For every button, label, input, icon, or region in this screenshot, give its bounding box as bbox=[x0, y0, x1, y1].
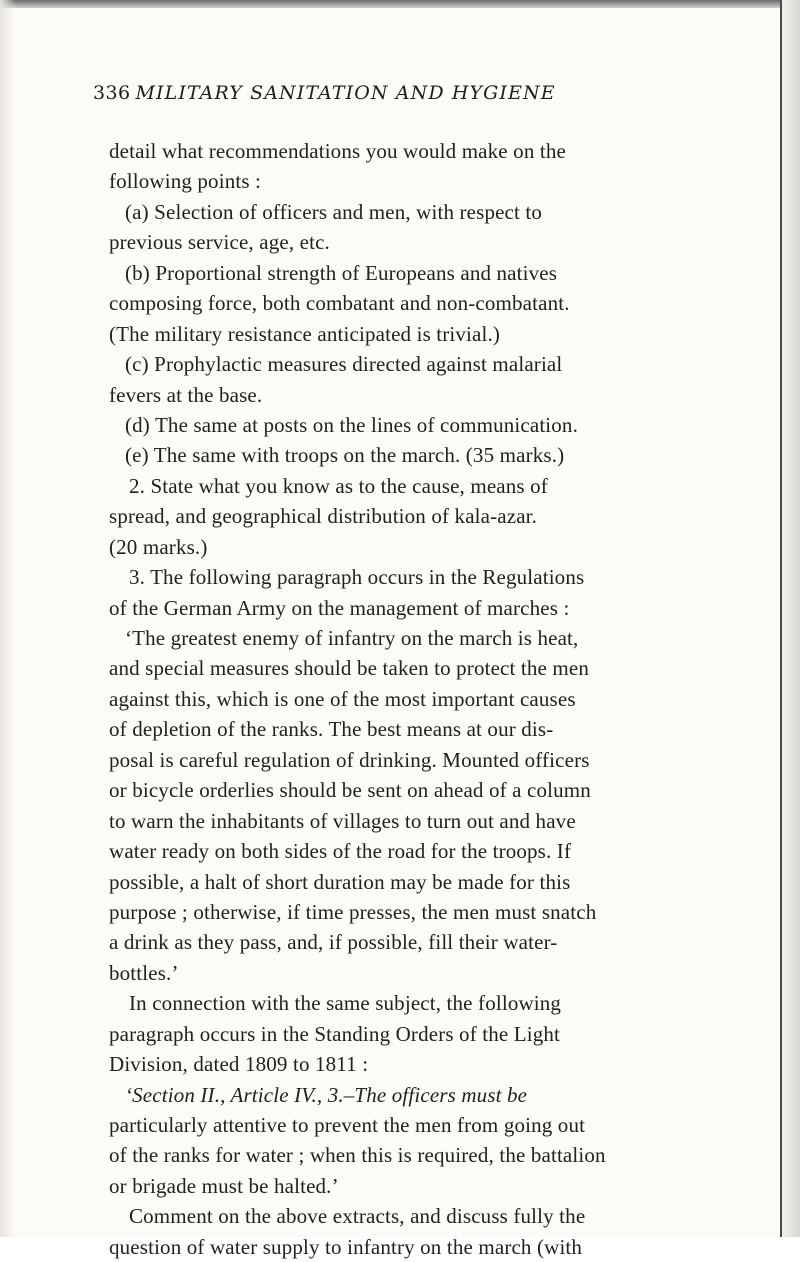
text-line: against this, which is one of the most important causes bbox=[109, 686, 576, 711]
text-line: 3. The following paragraph occurs in the Regulations bbox=[129, 565, 585, 590]
page-body bbox=[109, 136, 774, 1262]
text-line: (c) Prophylactic measures directed against malarial bbox=[125, 352, 563, 377]
page-header bbox=[93, 78, 783, 108]
text-line: ‘The greatest enemy of infantry on the march is heat, bbox=[125, 626, 579, 650]
text-line: fevers at the base. bbox=[109, 382, 263, 407]
right-page-edge bbox=[780, 0, 800, 1237]
text-line: Comment on the above extracts, and discuss fully the bbox=[129, 1204, 586, 1229]
running-head: MILITARY SANITATION AND HYGIENE bbox=[135, 82, 556, 104]
text-line: ‘Section II., Article IV., 3.–The officers must be bbox=[125, 1082, 528, 1107]
page-number: 336 bbox=[93, 82, 131, 104]
text-line: water ready on both sides of the road for the troops. If bbox=[109, 839, 572, 864]
text-line: spread, and geographical distribution of kala-azar. bbox=[109, 504, 538, 529]
text-line: paragraph occurs in the Standing Orders of the Light bbox=[109, 1021, 561, 1046]
text-line: following points : bbox=[109, 169, 262, 194]
text-line: (e) The same with troops on the march. (35 marks.) bbox=[125, 443, 565, 468]
text-line: 2. State what you know as to the cause, means of bbox=[129, 473, 548, 498]
text-line: purpose ; otherwise, if time presses, the men must snatch bbox=[109, 899, 597, 924]
text-line: posal is careful regulation of drinking. Mounted officers bbox=[109, 747, 590, 772]
text-line: bottles.’ bbox=[109, 960, 179, 985]
text-line: question of water supply to infantry on the march (with bbox=[109, 1234, 583, 1259]
text-line: to warn the inhabitants of villages to turn out and have bbox=[109, 808, 576, 833]
text-line: composing force, both combatant and non-combatant. bbox=[109, 291, 570, 316]
text-line: (b) Proportional strength of Europeans and natives bbox=[125, 260, 558, 285]
text-line: or brigade must be halted.’ bbox=[109, 1173, 339, 1198]
text-line: particularly attentive to prevent the men from going out bbox=[109, 1113, 586, 1137]
text-line: and special measures should be taken to protect the men bbox=[109, 656, 590, 681]
text-line: previous service, age, etc. bbox=[109, 230, 330, 255]
text-line: In connection with the same subject, the following bbox=[129, 991, 562, 1016]
text-line: (The military resistance anticipated is trivial.) bbox=[109, 321, 501, 346]
text-line: Division, dated 1809 to 1811 : bbox=[109, 1052, 369, 1077]
top-scan-edge bbox=[0, 0, 800, 8]
text-line: of depletion of the ranks. The best means at our dis- bbox=[109, 717, 554, 742]
text-line: detail what recommendations you would make on the bbox=[109, 139, 566, 163]
text-line: possible, a halt of short duration may be made for this bbox=[109, 869, 571, 894]
text-line: (d) The same at posts on the lines of communication. bbox=[125, 412, 578, 437]
text-line: (20 marks.) bbox=[109, 534, 208, 559]
text-line: (a) Selection of officers and men, with respect to bbox=[125, 199, 543, 224]
text-line: of the German Army on the management of marches : bbox=[109, 595, 570, 620]
text-line: of the ranks for water ; when this is required, the battalion bbox=[109, 1143, 606, 1168]
text-line: a drink as they pass, and, if possible, fill their water- bbox=[109, 930, 558, 955]
text-line: or bicycle orderlies should be sent on ahead of a column bbox=[109, 778, 591, 803]
left-page-shadow bbox=[0, 0, 16, 1237]
